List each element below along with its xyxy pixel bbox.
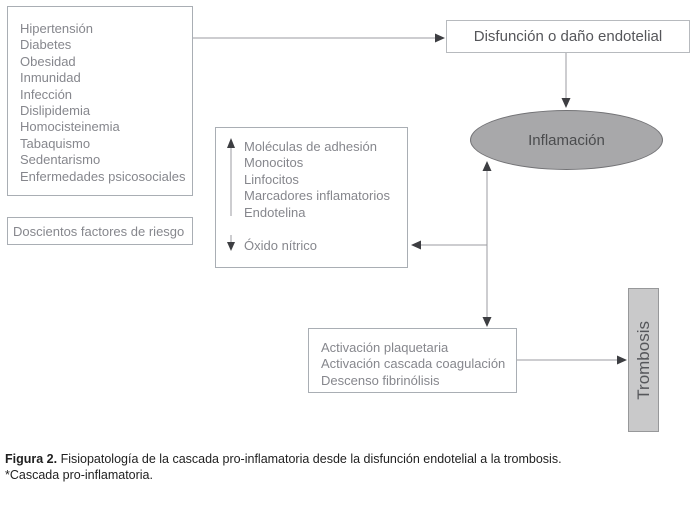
figure-caption (5, 452, 695, 483)
decrease-arrow-icon (226, 235, 236, 252)
arrow-coagulation-to-thrombosis (517, 356, 627, 365)
list-item: Activación cascada coagulación (321, 356, 506, 372)
list-item: Linfocitos (244, 171, 299, 187)
coagulation-box (308, 328, 517, 393)
inflammation-ellipse (470, 110, 663, 170)
list-item: Inmunidad (20, 70, 81, 86)
arrow-dysfunction-to-inflammation (562, 53, 571, 108)
list-item: Monocitos (244, 155, 304, 171)
dysfunction-label: Disfunción o daño endotelial (473, 28, 663, 45)
increase-arrow-icon (226, 138, 236, 216)
arrowhead-up-icon (483, 161, 492, 171)
arrow-to-mediators (411, 241, 487, 250)
thrombosis-box (628, 288, 659, 432)
list-item: Óxido nítrico (244, 238, 317, 253)
arrowhead-right-icon (435, 34, 445, 43)
dysfunction-box (446, 20, 690, 53)
mediators-increased-list (244, 139, 390, 221)
risk-factors-box (7, 6, 193, 196)
caption-footnote: *Cascada pro-inflamatoria. (5, 467, 153, 482)
list-item: Activación plaquetaria (321, 340, 449, 355)
list-item: Enfermedades psicosociales (20, 168, 186, 184)
list-item: Marcadores inflamatorios (244, 188, 390, 204)
list-item: Obesidad (20, 53, 76, 69)
list-item: Hipertensión (20, 21, 93, 36)
thrombosis-label: Trombosis (633, 320, 653, 400)
list-item: Homocisteinemia (20, 119, 120, 135)
list-item: Tabaquismo (20, 135, 91, 151)
arrowhead-down-icon (483, 317, 492, 327)
list-item: Endotelina (244, 204, 306, 220)
arrowhead-left-icon (411, 241, 421, 250)
mediators-decreased-list (244, 238, 317, 254)
caption-line-1 (5, 452, 695, 468)
list-item: Sedentarismo (20, 152, 101, 168)
risk-count-label: Doscientos factores de riesgo (13, 223, 185, 239)
inflammation-label: Inflamación (528, 131, 605, 149)
list-item: Moléculas de adhesión (244, 139, 377, 154)
list-item: Descenso fibrinólisis (321, 372, 440, 388)
mediators-box (215, 127, 408, 268)
arrowhead-down-icon (562, 98, 571, 108)
risk-count-box (7, 217, 193, 245)
figure-number: Figura 2. (5, 452, 58, 466)
arrowhead-right-icon (617, 356, 627, 365)
caption-title: Fisiopatología de la cascada pro-inflamatoria desde la disfunción endotelial a la trombosis. (60, 452, 562, 466)
list-item: Infección (20, 86, 73, 102)
arrow-inflammation-coagulation (483, 161, 492, 327)
list-item: Diabetes (20, 37, 72, 53)
arrow-riskfactors-to-dysfunction (193, 34, 445, 43)
list-item: Dislipidemia (20, 103, 91, 119)
